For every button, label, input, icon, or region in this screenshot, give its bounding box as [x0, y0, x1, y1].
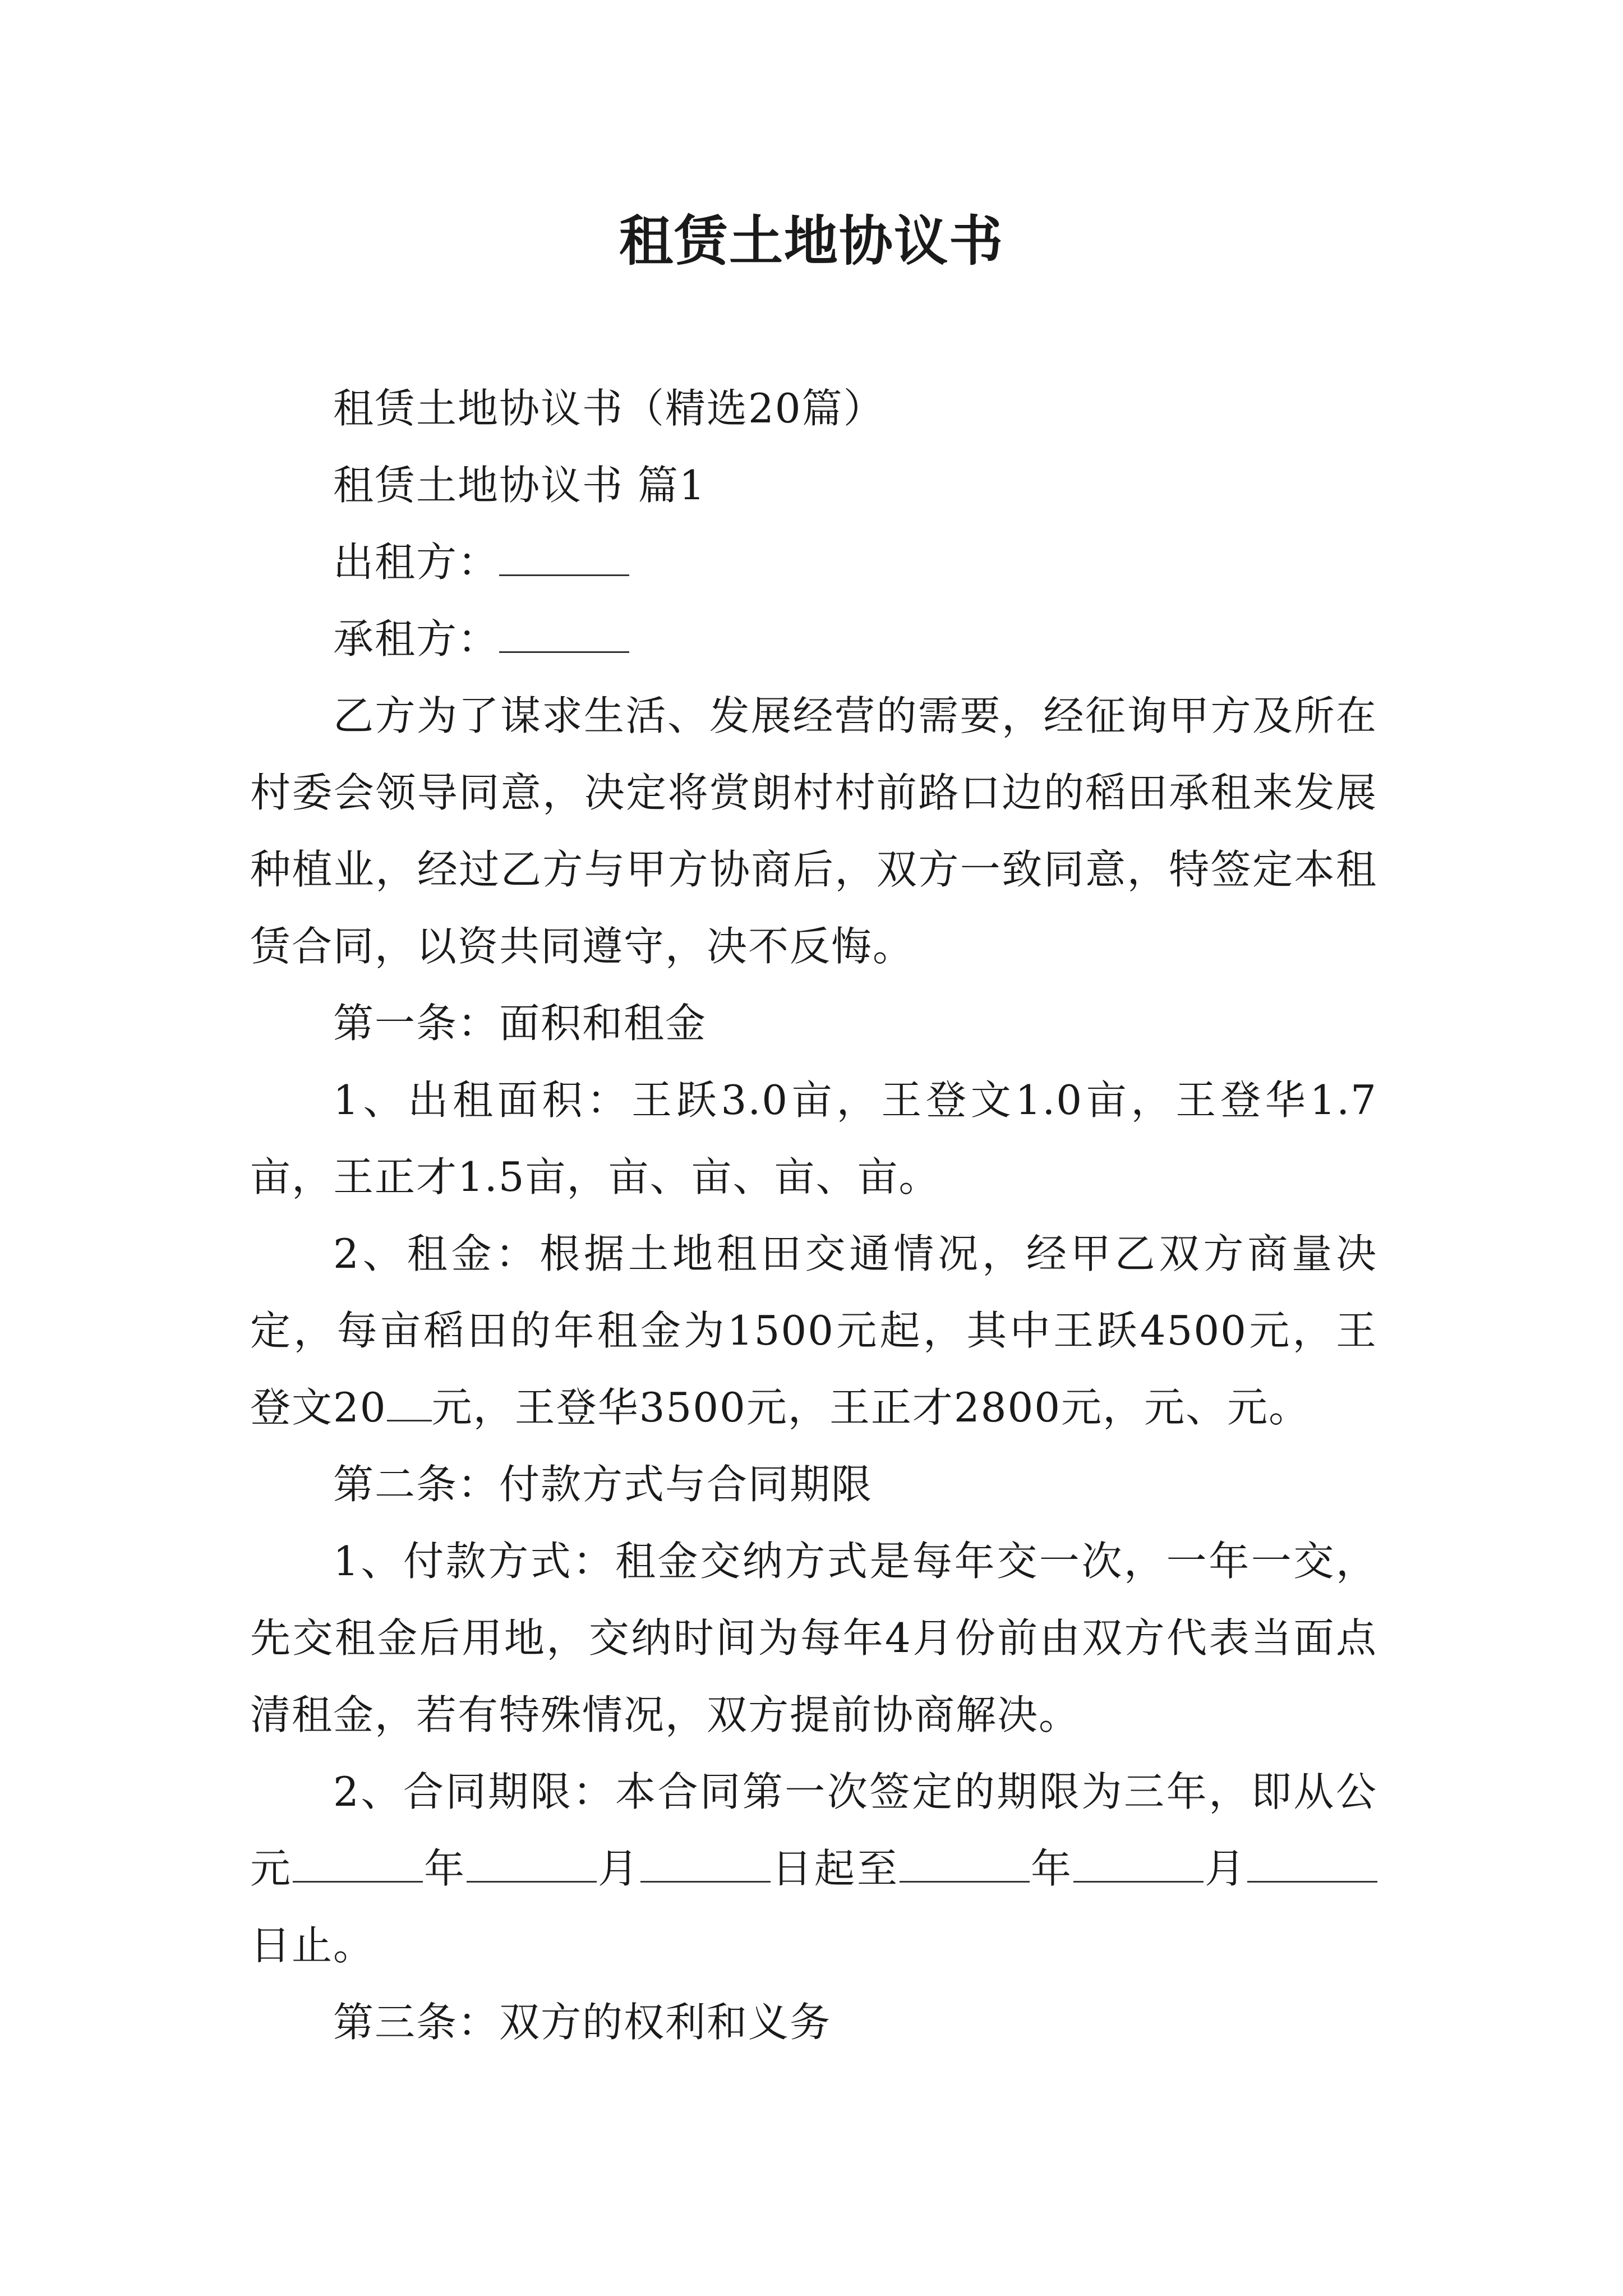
- article1-item2-text-a: 2、租金：根据土地租田交通情况，经甲乙双方商量决定，每亩稻田的年租金为1500元起，其中王跃4500元，王登文20: [250, 1230, 1377, 1431]
- article2-item2-text: 2、合同期限：本合同第一次签定的期限为三年，即从公元: [250, 1768, 1377, 1892]
- article1-item1: 1、出租面积：王跃3.0亩，王登文1.0亩，王登华1.7亩，王正才1.5亩，亩、亩、亩、亩。: [250, 1076, 1377, 1200]
- end-month-label: 月: [1203, 1845, 1247, 1892]
- document-subtitle: 租赁土地协议书（精选20篇）: [333, 385, 885, 432]
- document-body: [250, 370, 1377, 2061]
- end-day-label: 日止。: [250, 1922, 375, 1969]
- start-month-label: 月: [597, 1845, 640, 1892]
- start-year-label: 年: [423, 1845, 467, 1892]
- lessee-line: [250, 601, 1377, 678]
- intro-paragraph: 乙方为了谋求生活、发展经营的需要，经征询甲方及所在村委会领导同意，决定将赏朗村村前路口边的稻田承租来发展种植业，经过乙方与甲方协商后，双方一致同意，特签定本租赁合同，以资共同遵守，决不反悔。: [250, 692, 1377, 970]
- article1-title: 第一条：面积和租金: [333, 1000, 707, 1047]
- end-year-label: 年: [1029, 1845, 1073, 1892]
- lessor-label: 出租方：: [333, 539, 500, 586]
- document-title: 租赁土地协议书: [619, 209, 1004, 273]
- end-day-blank: [1247, 1846, 1377, 1883]
- section-heading: 租赁土地协议书 篇1: [333, 462, 706, 509]
- start-day-label: 日起至: [771, 1845, 900, 1892]
- article2-item1: 1、付款方式：租金交纳方式是每年交一次，一年一交，先交租金后用地，交纳时间为每年4月份前由双方代表当面点清租金，若有特殊情况，双方提前协商解决。: [250, 1538, 1377, 1738]
- article1-item2: [250, 1216, 1377, 1446]
- article3-title: 第三条：双方的权利和义务: [333, 1999, 832, 2046]
- start-year-blank: [293, 1846, 423, 1883]
- lessee-blank: [499, 616, 629, 653]
- start-month-blank: [467, 1846, 597, 1883]
- lessor-blank: [499, 540, 629, 576]
- start-day-blank: [640, 1846, 771, 1883]
- amount-blank: [387, 1385, 432, 1421]
- article2-title: 第二条：付款方式与合同期限: [333, 1461, 873, 1508]
- article2-item2: [250, 1754, 1377, 1984]
- end-month-blank: [1073, 1846, 1204, 1883]
- article1-item2-text-b: 元，王登华3500元，王正才2800元，元、元。: [431, 1384, 1311, 1431]
- end-year-blank: [900, 1846, 1030, 1883]
- lessee-label: 承租方：: [333, 615, 500, 662]
- lessor-line: [250, 524, 1377, 601]
